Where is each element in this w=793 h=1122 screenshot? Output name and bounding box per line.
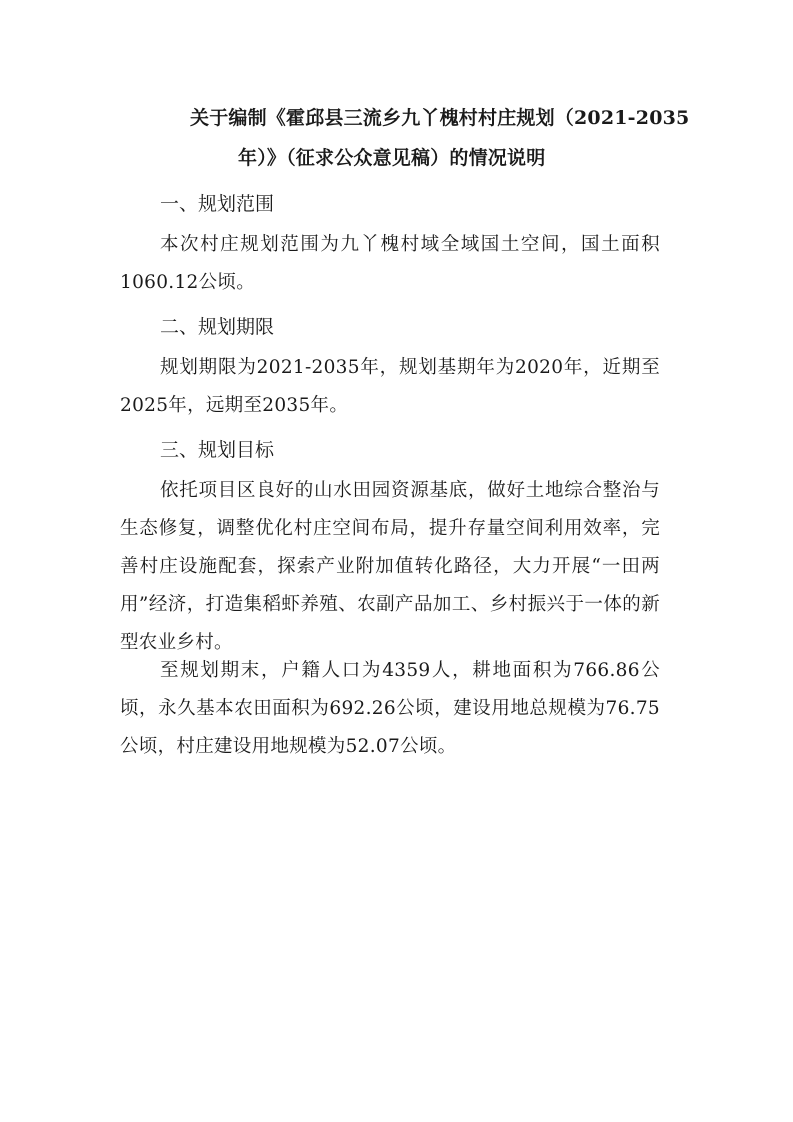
paragraph-targets: 至规划期末，户籍人口为4359人，耕地面积为766.86公顷，永久基本农田面积为692.26公顷，建设用地总规模为76.75公顷，村庄建设用地规模为52.07公顷。: [120, 660, 660, 757]
section-heading-period: 二、规划期限: [160, 316, 275, 338]
section-heading-goals: 三、规划目标: [160, 439, 275, 461]
paragraph-scope: 本次村庄规划范围为九丫槐村域全域国土空间，国土面积1060.12公顷。: [120, 234, 660, 293]
document-title-line-2: 年）》（征求公众意见稿）的情况说明: [238, 147, 546, 169]
section-heading-scope: 一、规划范围: [160, 193, 275, 215]
paragraph-period: 规划期限为2021-2035年，规划基期年为2020年，近期至2025年，远期至2035年。: [120, 357, 660, 416]
paragraph-goals: 依托项目区良好的山水田园资源基底，做好土地综合整治与生态修复，调整优化村庄空间布局，提升存量空间利用效率，完善村庄设施配套，探索产业附加值转化路径，大力开展“一田两用”经济，打造集稻虾养殖、农副产品加工、乡村振兴于一体的新型农业乡村。: [120, 480, 660, 653]
document-title-line-1: 关于编制《霍邱县三流乡九丫槐村村庄规划（2021-2035: [190, 107, 690, 129]
